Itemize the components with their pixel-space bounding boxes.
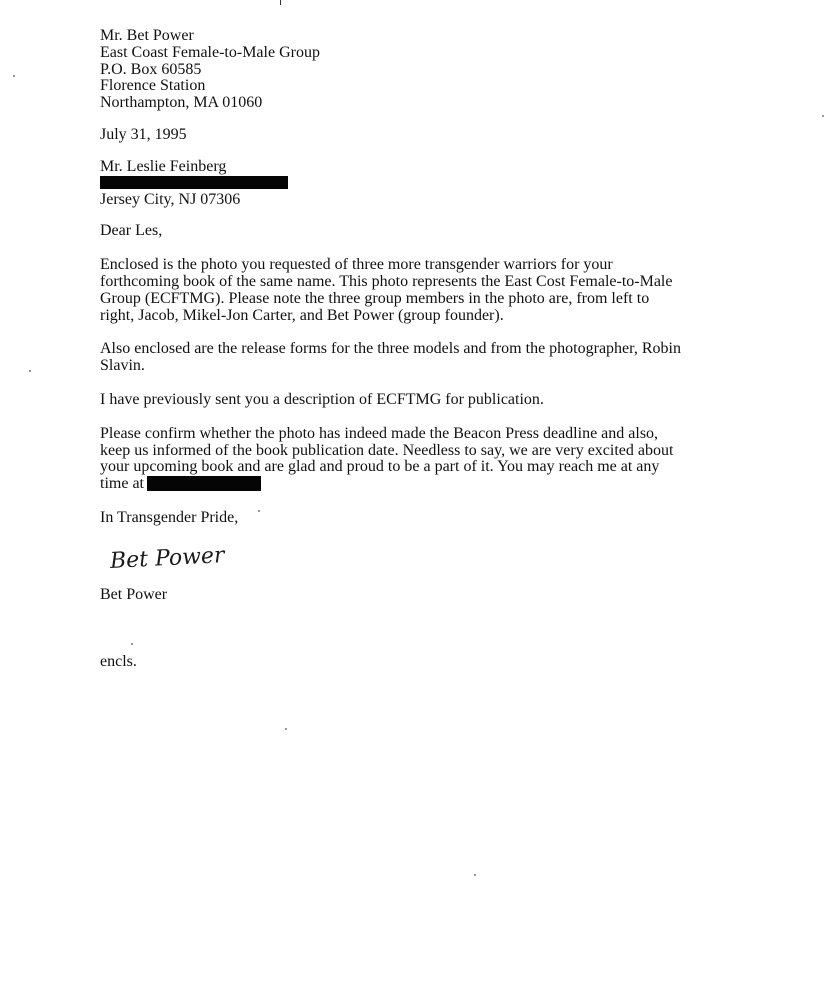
sender-station: Florence Station <box>100 77 206 95</box>
signed-name-text: Bet Power <box>100 585 168 603</box>
paragraph-release-forms <box>100 341 740 375</box>
fold-mark <box>280 0 281 5</box>
paragraph-line: right, Jacob, Mikel-Jon Carter, and Bet Power (group founder). <box>100 306 504 324</box>
scan-speck <box>474 874 476 876</box>
enclosure-note <box>100 654 740 671</box>
paragraph-line: Enclosed is the photo you requested of three more transgender warriors for your <box>100 256 613 274</box>
paragraph-line: Please confirm whether the photo has indeed made the Beacon Press deadline and also, <box>100 424 659 442</box>
sender-organization: East Coast Female-to-Male Group <box>100 43 320 61</box>
recipient-city-line: Jersey City, NJ 07306 <box>100 190 241 208</box>
signature-drawing <box>108 539 238 575</box>
enclosure-text: encls. <box>100 652 137 670</box>
paragraph-last-line <box>100 476 740 493</box>
handwritten-signature <box>108 539 740 579</box>
paragraph-line: your upcoming book and are glad and proud to be a part of it. You may reach me at any <box>100 458 660 476</box>
recipient-name: Mr. Leslie Feinberg <box>100 157 227 175</box>
sender-name: Mr. Bet Power <box>100 27 194 44</box>
scan-speck <box>285 728 287 730</box>
paragraph-description <box>100 392 740 409</box>
sender-city-line: Northampton, MA 01060 <box>100 94 263 112</box>
sender-address <box>100 28 740 112</box>
paragraph-line: Group (ECFTMG). Please note the three group members in the photo are, from left to <box>100 289 650 307</box>
closing-text: In Transgender Pride, <box>100 508 239 526</box>
letter-date <box>100 127 740 144</box>
letter-body <box>100 28 740 670</box>
paragraph-line: keep us informed of the book publication date. Needless to say, we are very excited about <box>100 441 674 459</box>
salutation-text: Dear Les, <box>100 222 163 240</box>
closing <box>100 510 740 527</box>
paragraph-line: Also enclosed are the release forms for the three models and from the photographer, Robin <box>100 340 681 358</box>
date-text: July 31, 1995 <box>100 125 187 143</box>
sender-po-box: P.O. Box 60585 <box>100 60 202 78</box>
scan-speck <box>258 510 260 512</box>
paragraph-line: forthcoming book of the same name. This photo represents the East Cost Female-to-Male <box>100 272 673 290</box>
scan-speck <box>131 643 133 645</box>
redacted-street-address <box>100 176 288 189</box>
scan-speck <box>13 75 15 77</box>
redacted-phone-number <box>147 476 261 491</box>
scan-speck <box>29 370 31 372</box>
paragraph-confirm <box>100 426 740 493</box>
signature-text: Bet Power <box>109 542 226 574</box>
signed-name <box>100 587 740 604</box>
paragraph-line: I have previously sent you a description of ECFTMG for publication. <box>100 390 544 408</box>
salutation <box>100 223 740 240</box>
paragraph-line: Slavin. <box>100 357 145 375</box>
time-at-text: time at <box>100 475 144 493</box>
paragraph-photo <box>100 257 740 324</box>
recipient-address <box>100 159 740 209</box>
scan-speck <box>822 115 824 117</box>
